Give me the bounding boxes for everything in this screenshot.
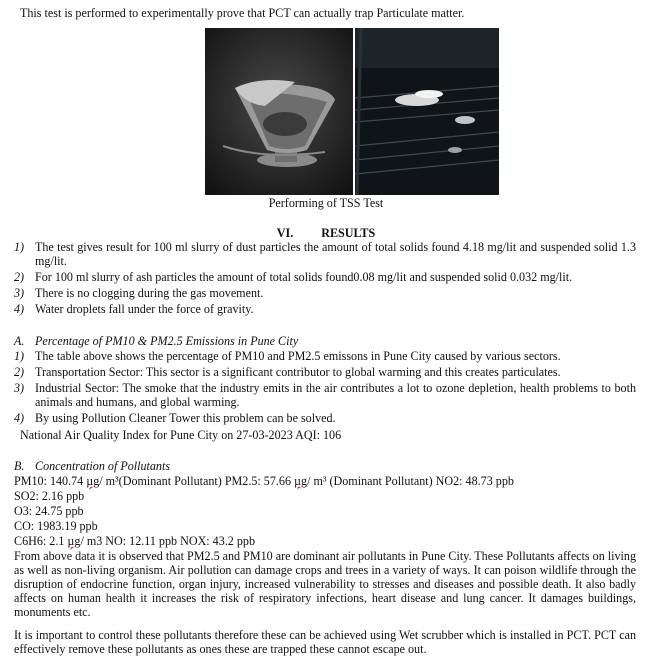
section-b-letter: B. [14, 459, 25, 473]
unit-ug: µg [67, 534, 81, 548]
list-item [14, 349, 636, 363]
section-a-heading [14, 334, 298, 348]
aqi-text: National Air Quality Index for Pune City on 27-03-2023 AQI: 106 [20, 428, 342, 442]
oven-photo [355, 28, 499, 195]
analysis-paragraph: From above data it is observed that PM2.5 and PM10 are dominant air pollutants in Pune City. These Pollutants affects on living as well as non-living organism. Air pollution can damage crops and trees in a variety of ways. It can poison wildlife through the disruption of endocrine function, organ injury, increased vulnerability to stresses and diseases and possible death. It also badly affects on human health it increases the risk of respiratory infections, heart disease and lung cancer. It damages buildings, monuments etc. [14, 549, 636, 619]
list-item [14, 270, 636, 284]
list-number: 2) [14, 365, 25, 379]
section-a-title: Percentage of PM10 & PM2.5 Emissions in Pune City [35, 334, 299, 348]
list-text: Industrial Sector: The smoke that the industry emits in the air contributes a lot to ozone depletion, health problems to both animals and humans, and global warming. [35, 381, 636, 409]
list-item [14, 381, 636, 409]
list-number: 1) [14, 240, 25, 254]
list-text: For 100 ml slurry of ash particles the amount of total solids found0.08 mg/lit and suspended solid 0.032 mg/lit. [35, 270, 573, 284]
section-a-list [14, 349, 636, 425]
pm-line [14, 474, 514, 488]
list-text: By using Pollution Cleaner Tower this problem can be solved. [35, 411, 336, 425]
intro-text: This test is performed to experimentally prove that PCT can actually trap Particulate matter. [20, 6, 465, 20]
figure-caption: Performing of TSS Test [268, 196, 384, 210]
list-number: 2) [14, 270, 25, 284]
list-number: 3) [14, 286, 25, 300]
filter-funnel-photo [205, 28, 353, 195]
pm10-value: PM10: 140.74 [14, 474, 87, 488]
list-text: The test gives result for 100 ml slurry of dust particles the amount of total solids found 4.18 mg/lit and suspended solid 1.3 mg/lit. [35, 240, 636, 268]
list-item [14, 286, 636, 300]
conclusion-paragraph: It is important to control these pollutants therefore these can be achieved using Wet scrubber which is installed in PCT. PCT can effectively remove these pollutants as ones these are trapped these cannot escape out. [14, 628, 636, 656]
list-item [14, 365, 636, 379]
list-number: 3) [14, 381, 25, 395]
list-text: Transportation Sector: This sector is a significant contributor to global warming and this creates particulates. [35, 365, 561, 379]
no-nox-value: / m3 NO: 12.11 ppb NOX: 43.2 ppb [80, 534, 256, 548]
so2-line: SO2: 2.16 ppb [14, 489, 85, 503]
results-heading [0, 226, 652, 240]
list-text: Water droplets fall under the force of gravity. [35, 302, 254, 316]
list-item [14, 240, 636, 268]
list-item [14, 411, 636, 425]
unit-ug: µg [86, 474, 100, 488]
list-number: 4) [14, 302, 25, 316]
unit-ug: µg [294, 474, 308, 488]
co-line: CO: 1983.19 ppb [14, 519, 98, 533]
no2-value: / m³ (Dominant Pollutant) NO2: 48.73 ppb [307, 474, 514, 488]
list-number: 4) [14, 411, 25, 425]
list-number: 1) [14, 349, 25, 363]
list-text: There is no clogging during the gas movement. [35, 286, 264, 300]
section-a-letter: A. [14, 334, 25, 348]
pm25-value: / m³(Dominant Pollutant) PM2.5: 57.66 [99, 474, 295, 488]
c6h6-value: C6H6: 2.1 [14, 534, 68, 548]
results-heading-number: VI. [276, 226, 294, 240]
c6h6-line [14, 534, 255, 548]
results-list [14, 240, 636, 316]
list-item [14, 302, 636, 316]
o3-line: O3: 24.75 ppb [14, 504, 84, 518]
results-heading-title: RESULTS [321, 226, 376, 240]
list-text: The table above shows the percentage of PM10 and PM2.5 emissons in Pune City caused by various sectors. [35, 349, 561, 363]
section-b-heading [14, 459, 170, 473]
section-b-title: Concentration of Pollutants [35, 459, 171, 473]
